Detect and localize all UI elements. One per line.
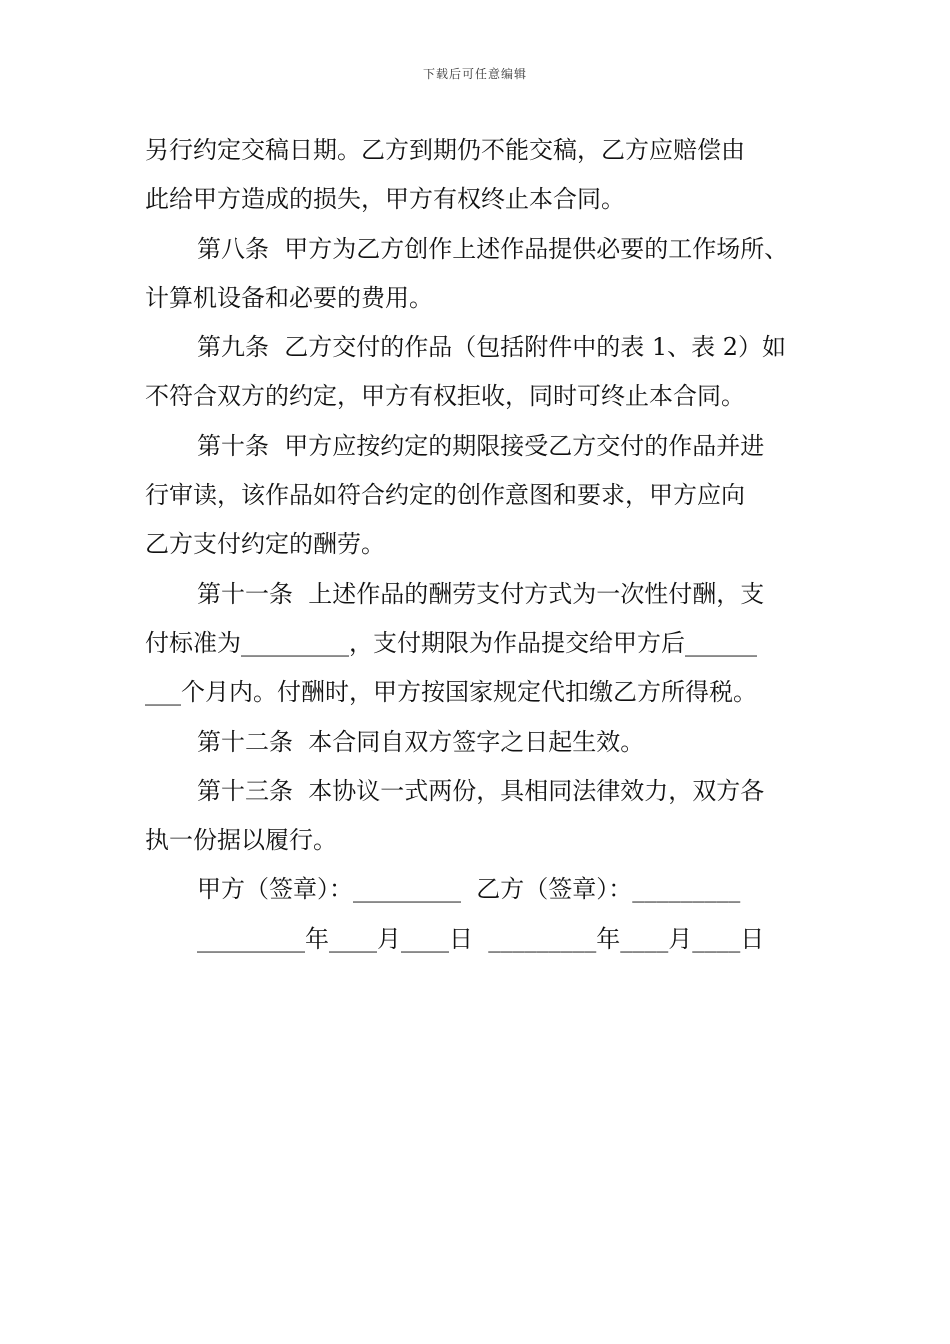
text-line: 计算机设备和必要的费用。 [145, 283, 433, 312]
article-9-line: 第九条 乙方交付的作品（包括附件中的表 1、表 2）如 [197, 333, 787, 362]
article-8-line: 第八条 甲方为乙方创作上述作品提供必要的工作场所、 [197, 234, 789, 263]
payment-terms-line: 付标准为_________，支付期限为作品提交给甲方后______ [145, 628, 757, 657]
text-line: ___个月内。付酬时，甲方按国家规定代扣缴乙方所得税。 [145, 678, 757, 707]
article-11-line: 第十一条 上述作品的酬劳支付方式为一次性付酬，支 [197, 579, 765, 608]
article-13-line: 第十三条 本协议一式两份，具相同法律效力，双方各 [197, 776, 765, 805]
text-line: 执一份据以履行。 [145, 826, 337, 855]
contract-body [145, 126, 810, 964]
text-line: 乙方支付约定的酬劳。 [145, 530, 385, 559]
header-note: 下载后可任意编辑 [422, 67, 527, 81]
signature-line: 甲方（签章）：_________ 乙方（签章）：_________ [197, 875, 741, 904]
date-line: _________年____月____日 _________年____月____日 [197, 924, 765, 953]
article-12-line: 第十二条 本合同自双方签字之日起生效。 [197, 727, 645, 756]
text-line: 此给甲方造成的损失，甲方有权终止本合同。 [145, 185, 625, 214]
text-line: 不符合双方的约定，甲方有权拒收，同时可终止本合同。 [145, 382, 745, 411]
text-line: 行审读，该作品如符合约定的创作意图和要求，甲方应向 [145, 481, 745, 510]
article-10-line: 第十条 甲方应按约定的期限接受乙方交付的作品并进 [197, 431, 765, 460]
text-line: 另行约定交稿日期。乙方到期仍不能交稿，乙方应赔偿由 [145, 136, 745, 164]
